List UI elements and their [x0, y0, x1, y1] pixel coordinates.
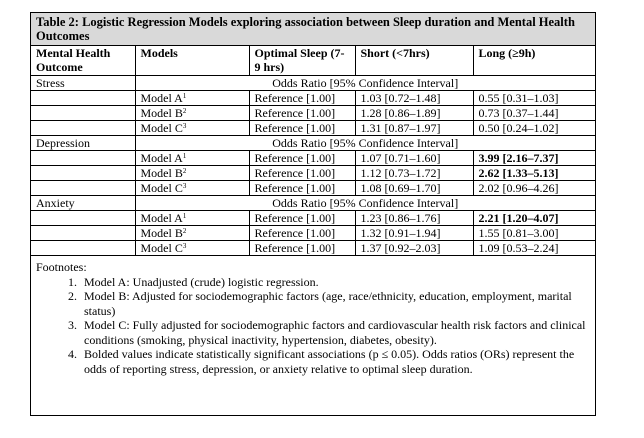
long-cell: 1.55 [0.81–3.00]: [473, 226, 595, 241]
short-cell: 1.23 [0.86–1.76]: [355, 211, 473, 226]
blank-cell: [31, 91, 135, 106]
outcome-label: Depression: [31, 136, 135, 151]
table-row: [31, 226, 595, 241]
long-cell-significant: 3.99 [2.16–7.37]: [473, 151, 595, 166]
header-models: Models: [135, 46, 249, 76]
optimal-cell: Reference [1.00]: [249, 121, 355, 136]
section-row-depression: [31, 136, 595, 151]
long-cell-significant: 2.21 [1.20–4.07]: [473, 211, 595, 226]
long-cell-significant: 2.62 [1.33–5.13]: [473, 166, 595, 181]
blank-cell: [31, 166, 135, 181]
model-cell: Model $B^2$: [135, 226, 249, 241]
blank-cell: [31, 151, 135, 166]
header-outcome: Mental Health Outcome: [31, 46, 135, 76]
optimal-cell: Reference [1.00]: [249, 166, 355, 181]
table-title: Table 2: Logistic Regression Models exploring association between Sleep duration and Mental Health Outcomes: [31, 13, 595, 46]
blank-cell: [31, 181, 135, 196]
long-cell: 0.50 [0.24–1.02]: [473, 121, 595, 136]
short-cell: 1.32 [0.91–1.94]: [355, 226, 473, 241]
footnotes-list: [36, 275, 590, 377]
optimal-cell: Reference [1.00]: [249, 106, 355, 121]
short-cell: 1.12 [0.73–1.72]: [355, 166, 473, 181]
or-label: Odds Ratio [95% Confidence Interval]: [135, 136, 595, 151]
short-cell: 1.03 [0.72–1.48]: [355, 91, 473, 106]
table-row: [31, 106, 595, 121]
optimal-cell: Reference [1.00]: [249, 181, 355, 196]
header-short: Short (<7hrs): [355, 46, 473, 76]
or-label: Odds Ratio [95% Confidence Interval]: [135, 196, 595, 211]
table-row: [31, 211, 595, 226]
footnotes-heading: Footnotes:: [36, 260, 87, 274]
short-cell: 1.31 [0.87–1.97]: [355, 121, 473, 136]
blank-cell: [31, 226, 135, 241]
model-cell: Model $C^3$: [135, 121, 249, 136]
table-frame: [30, 12, 596, 416]
model-cell: Model $C^3$: [135, 241, 249, 256]
section-row-anxiety: [31, 196, 595, 211]
blank-cell: [31, 241, 135, 256]
long-cell: 0.73 [0.37–1.44]: [473, 106, 595, 121]
model-cell: Model $A^1$: [135, 211, 249, 226]
long-cell: 2.02 [0.96–4.26]: [473, 181, 595, 196]
blank-cell: [31, 211, 135, 226]
table-row: [31, 91, 595, 106]
table-row: [31, 241, 595, 256]
model-cell: Model $B^2$: [135, 106, 249, 121]
outcome-label: Stress: [31, 76, 135, 91]
results-table: [31, 46, 595, 256]
header-optimal: Optimal Sleep (7-9 hrs): [249, 46, 355, 76]
blank-cell: [31, 121, 135, 136]
optimal-cell: Reference [1.00]: [249, 241, 355, 256]
optimal-cell: Reference [1.00]: [249, 211, 355, 226]
model-cell: Model $C^3$: [135, 181, 249, 196]
or-label: Odds Ratio [95% Confidence Interval]: [135, 76, 595, 91]
short-cell: 1.37 [0.92–2.03]: [355, 241, 473, 256]
optimal-cell: Reference [1.00]: [249, 91, 355, 106]
optimal-cell: Reference [1.00]: [249, 151, 355, 166]
model-cell: Model $A^1$: [135, 91, 249, 106]
footnotes: [31, 255, 595, 376]
table-row: [31, 166, 595, 181]
long-cell: 0.55 [0.31–1.03]: [473, 91, 595, 106]
table-row: [31, 151, 595, 166]
short-cell: 1.08 [0.69–1.70]: [355, 181, 473, 196]
long-cell: 1.09 [0.53–2.24]: [473, 241, 595, 256]
table-row: [31, 181, 595, 196]
model-cell: Model $B^2$: [135, 166, 249, 181]
optimal-cell: Reference [1.00]: [249, 226, 355, 241]
model-cell: Model $A^1$: [135, 151, 249, 166]
blank-cell: [31, 106, 135, 121]
footnote-item: 3. Model C: Fully adjusted for sociodemographic factors and cardiovascular health risk factors and clinical conditions (smoking, physical inactivity, hypertension, diabetes, obesity).: [80, 318, 590, 347]
footnote-item: 4. Bolded values indicate statistically significant associations (p ≤ 0.05). Odds ratios (ORs) represent the odds of reporting stress, depression, or anxiety relative to optimal sleep duration.: [80, 347, 590, 376]
section-row-stress: [31, 76, 595, 91]
short-cell: 1.07 [0.71–1.60]: [355, 151, 473, 166]
table-row: [31, 121, 595, 136]
short-cell: 1.28 [0.86–1.89]: [355, 106, 473, 121]
footnote-item: 2. Model B: Adjusted for sociodemographic factors (age, race/ethnicity, education, employment, marital status): [80, 289, 590, 318]
header-row: [31, 46, 595, 76]
header-long: Long (≥9h): [473, 46, 595, 76]
footnote-item: 1. Model A: Unadjusted (crude) logistic regression.: [80, 275, 590, 290]
outcome-label: Anxiety: [31, 196, 135, 211]
